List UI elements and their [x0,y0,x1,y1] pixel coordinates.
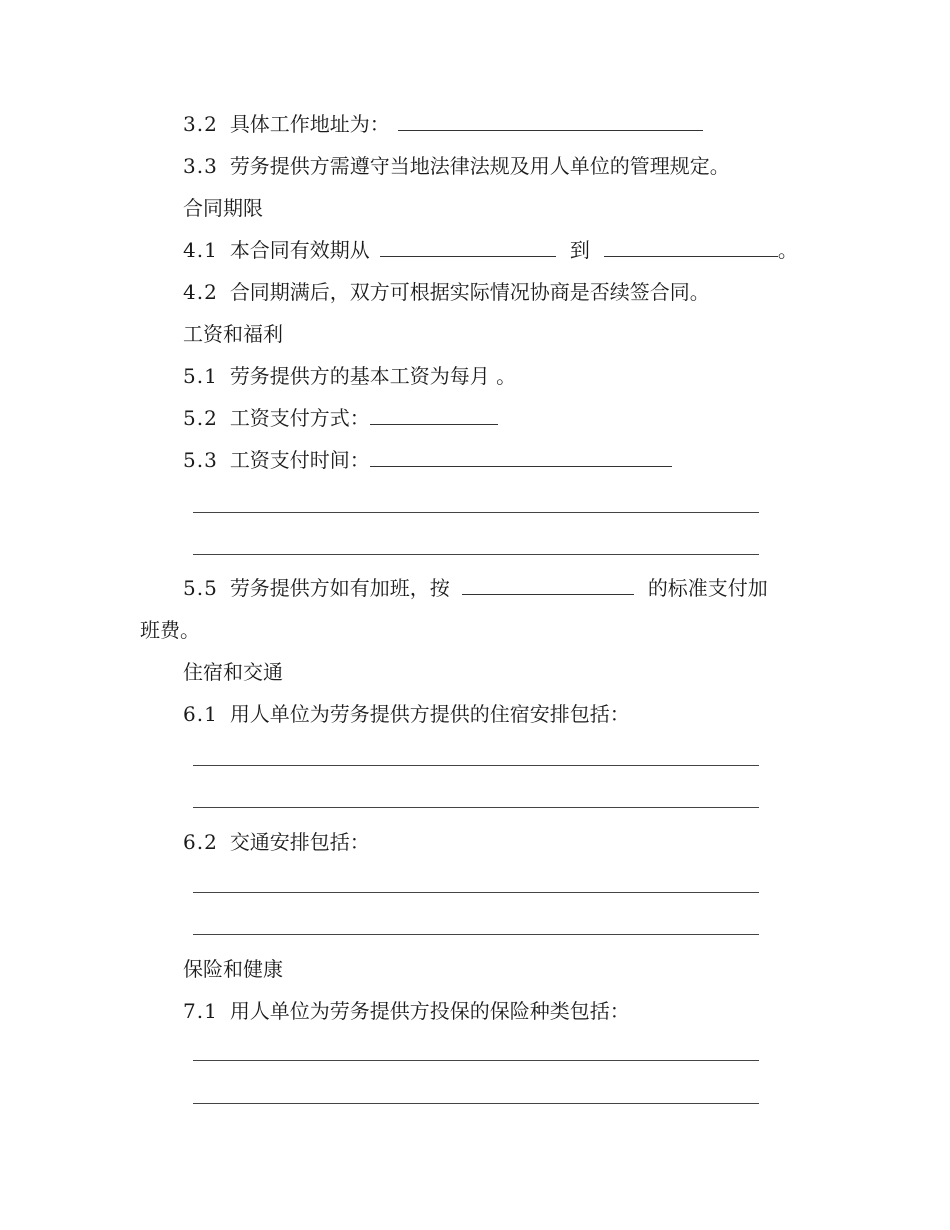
end-date-blank[interactable] [604,238,778,257]
fill-line[interactable] [193,554,759,555]
clause-text: 劳务提供方需遵守当地法律法规及用人单位的管理规定。 [229,154,730,178]
clause-text: 交通安排包括： [229,830,370,854]
clause-text: 工资支付方式： [229,406,370,430]
clause-number: 5.5 [183,576,218,600]
clause-end-punct: 。 [777,238,798,262]
clause-text-to: 到 [569,238,590,262]
clause-number: 7.1 [183,999,218,1023]
clause-6-1 [183,700,630,728]
clause-5-3 [183,446,672,474]
clause-text: 工资支付时间： [229,448,370,472]
clause-text: 具体工作地址为： [229,112,390,136]
fill-line[interactable] [193,1103,759,1104]
fill-line[interactable] [193,765,759,766]
fill-line[interactable] [193,1060,759,1061]
clause-text: 合同期满后，双方可根据实际情况协商是否续签合同。 [229,280,710,304]
clause-5-1 [183,362,516,390]
clause-number: 5.1 [183,364,218,388]
section-heading-insurance: 保险和健康 [183,957,283,981]
clause-6-2 [183,828,370,856]
fill-line[interactable] [193,892,759,893]
work-address-blank[interactable] [398,112,703,131]
overtime-standard-blank[interactable] [462,576,634,595]
clause-number: 5.2 [183,406,218,430]
clause-4-1 [183,236,798,264]
clause-number: 3.3 [183,154,218,178]
clause-text: 用人单位为劳务提供方投保的保险种类包括： [229,999,630,1023]
clause-text: 本合同有效期从 [229,238,370,262]
clause-7-1 [183,997,630,1025]
clause-text: 劳务提供方的基本工资为每月 。 [229,364,517,388]
clause-number: 6.1 [183,702,218,726]
payment-method-blank[interactable] [370,406,498,425]
clause-5-5-wrap: 班费。 [140,618,200,642]
clause-number: 4.1 [183,238,218,262]
payment-time-blank[interactable] [370,448,672,467]
clause-text-cont: 的标准支付加 [647,576,768,600]
section-heading-wages: 工资和福利 [183,322,283,346]
fill-line[interactable] [193,512,759,513]
clause-number: 4.2 [183,280,218,304]
clause-number: 5.3 [183,448,218,472]
section-heading-housing: 住宿和交通 [183,660,283,684]
clause-text: 用人单位为劳务提供方提供的住宿安排包括： [229,702,630,726]
clause-4-2 [183,278,710,306]
clause-5-5 [183,574,768,602]
clause-5-2 [183,404,498,432]
fill-line[interactable] [193,807,759,808]
start-date-blank[interactable] [380,238,556,257]
clause-number: 6.2 [183,830,218,854]
clause-3-2 [183,110,703,138]
clause-text: 劳务提供方如有加班，按 [229,576,450,600]
section-heading-contract-term: 合同期限 [183,196,263,220]
fill-line[interactable] [193,934,759,935]
clause-3-3 [183,152,730,180]
clause-number: 3.2 [183,112,218,136]
